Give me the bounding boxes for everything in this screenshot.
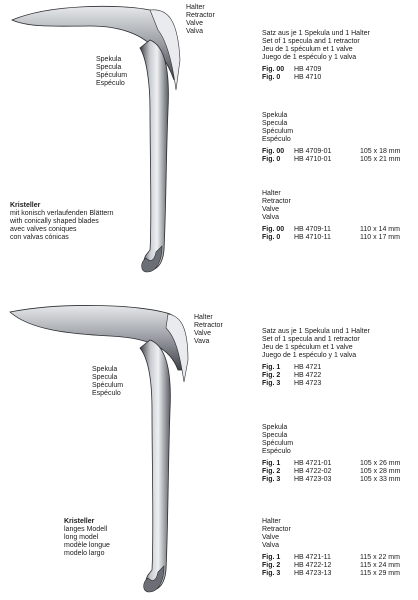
- dimensions: 105 x 28 mm: [360, 468, 401, 475]
- table-row: [262, 380, 370, 388]
- product-desc-line: modèle longue: [64, 542, 110, 549]
- spekula-label: Espéculo: [92, 390, 121, 397]
- catalog-number: HB 4709-01: [294, 148, 332, 155]
- fig-number: Fig. 00: [262, 66, 285, 73]
- specula-heading-line: Espéculo: [262, 136, 291, 143]
- table-row: [262, 372, 370, 380]
- retractor-heading-line: Retractor: [262, 198, 291, 205]
- catalog-number: HB 4710: [294, 74, 322, 81]
- set-heading-line: Set of 1 specula and 1 retractor: [262, 336, 360, 343]
- table-row: [262, 234, 400, 242]
- table-row: [262, 460, 400, 468]
- table-row: [262, 570, 400, 578]
- table-row: [262, 562, 400, 570]
- retractor-heading-line: Valve: [262, 534, 279, 541]
- fig-number: Fig. 2: [262, 562, 281, 569]
- retractor-heading-line: Valve: [262, 206, 279, 213]
- set-heading-line: Satz aus je 1 Spekula und 1 Halter: [262, 30, 370, 37]
- speculum-handle: [140, 340, 170, 590]
- table-row: [262, 554, 400, 562]
- catalog-number: HB 4710-01: [294, 156, 332, 163]
- dimensions: 105 x 18 mm: [360, 148, 401, 155]
- retractor-heading-line: Retractor: [262, 526, 291, 533]
- halter-label: Valva: [186, 28, 203, 35]
- spekula-callout-2: [92, 366, 123, 398]
- fig-number: Fig. 0: [262, 234, 281, 241]
- product-desc-line: long model: [64, 534, 99, 541]
- dimensions: 115 x 29 mm: [360, 570, 400, 577]
- set-block-1: [262, 30, 370, 82]
- fig-number: Fig. 00: [262, 226, 285, 233]
- specula-heading-line: Spéculum: [262, 440, 294, 447]
- dimensions: 105 x 26 mm: [360, 460, 401, 467]
- table-row: [262, 156, 400, 164]
- set-heading-line: Jeu de 1 spéculum et 1 valve: [262, 344, 353, 351]
- catalog-number: HB 4721-01: [294, 460, 332, 467]
- table-row: [262, 468, 400, 476]
- halter-label: Halter: [186, 4, 205, 11]
- catalog-number: HB 4710-11: [294, 234, 331, 241]
- product-desc-line: con valvas cónicas: [10, 234, 69, 241]
- table-row: [262, 364, 370, 372]
- catalog-number: HB 4722-12: [294, 562, 332, 569]
- fig-number: Fig. 1: [262, 364, 281, 371]
- spekula-label: Specula: [96, 64, 122, 71]
- spekula-label: Specula: [92, 374, 118, 381]
- retractor-block-2: [262, 518, 400, 578]
- catalog-number: HB 4721-11: [294, 554, 331, 561]
- spekula-label: Spéculum: [92, 382, 124, 389]
- catalog-number: HB 4721: [294, 364, 322, 371]
- halter-label: Retractor: [186, 12, 215, 19]
- fig-number: Fig. 1: [262, 554, 281, 561]
- specula-heading-line: Spekula: [262, 112, 288, 119]
- set-heading-line: Juego de 1 espéculo y 1 valva: [262, 54, 357, 61]
- catalog-number: HB 4723-13: [294, 570, 332, 577]
- specula-heading-line: Spéculum: [262, 128, 294, 135]
- table-row: [262, 148, 400, 156]
- set-heading-line: Satz aus je 1 Spekula und 1 Halter: [262, 328, 370, 335]
- product-desc-line: avec valves coniques: [10, 226, 77, 233]
- halter-label: Halter: [194, 314, 213, 321]
- dimensions: 115 x 24 mm: [360, 562, 400, 569]
- fig-number: Fig. 3: [262, 476, 281, 483]
- table-row: [262, 476, 400, 484]
- dimensions: 110 x 17 mm: [360, 234, 400, 241]
- specula-heading-line: Specula: [262, 120, 288, 127]
- product-description-1: [10, 202, 114, 242]
- fig-number: Fig. 0: [262, 74, 281, 81]
- catalog-number: HB 4723-03: [294, 476, 332, 483]
- spekula-label: Spekula: [92, 366, 118, 373]
- spekula-callout-1: [96, 56, 127, 88]
- specula-heading-line: Specula: [262, 432, 288, 439]
- dimensions: 110 x 14 mm: [360, 226, 400, 233]
- fig-number: Fig. 3: [262, 380, 281, 387]
- table-row: [262, 74, 370, 82]
- table-row: [262, 66, 370, 74]
- halter-callout-2: [194, 314, 223, 346]
- retractor-heading-line: Valva: [262, 214, 279, 221]
- product-desc-line: with conically shaped blades: [10, 218, 99, 225]
- set-heading-line: Juego de 1 espéculo y 1 valva: [262, 352, 357, 359]
- halter-label: Valve: [186, 20, 203, 27]
- fig-number: Fig. 2: [262, 372, 281, 379]
- specula-block-1: [262, 112, 400, 164]
- set-heading-line: Jeu de 1 spéculum et 1 valve: [262, 46, 353, 53]
- table-row: [262, 226, 400, 234]
- halter-label: Retractor: [194, 322, 223, 329]
- product-name: Kristeller: [10, 202, 41, 209]
- fig-number: Fig. 0: [262, 156, 281, 163]
- catalog-number: HB 4709: [294, 66, 322, 73]
- fig-number: Fig. 2: [262, 468, 281, 475]
- retractor-heading-line: Valva: [262, 542, 279, 549]
- dimensions: 105 x 21 mm: [360, 156, 401, 163]
- product-description-2: [64, 518, 110, 558]
- speculum-handle: [140, 40, 168, 270]
- halter-label: Valve: [194, 330, 211, 337]
- catalog-number: HB 4723: [294, 380, 322, 387]
- spekula-label: Spekula: [96, 56, 122, 63]
- fig-number: Fig. 00: [262, 148, 285, 155]
- halter-callout-1: [186, 4, 215, 36]
- set-heading-line: Set of 1 specula and 1 retractor: [262, 38, 360, 45]
- fig-number: Fig. 3: [262, 570, 281, 577]
- product-name: Kristeller: [64, 518, 95, 525]
- spekula-label: Spéculum: [96, 72, 128, 79]
- dimensions: 105 x 33 mm: [360, 476, 401, 483]
- catalog-number: HB 4722: [294, 372, 322, 379]
- halter-label: Vava: [194, 338, 210, 345]
- product-desc-line: modelo largo: [64, 550, 105, 557]
- retractor-heading-line: Halter: [262, 518, 281, 525]
- product-desc-line: mit konisch verlaufenden Blättern: [10, 210, 114, 217]
- specula-heading-line: Espéculo: [262, 448, 291, 455]
- retractor-block-1: [262, 190, 400, 242]
- catalog-number: HB 4722-02: [294, 468, 332, 475]
- specula-block-2: [262, 424, 400, 484]
- set-block-2: [262, 328, 370, 388]
- catalog-number: HB 4709-11: [294, 226, 331, 233]
- specula-heading-line: Spekula: [262, 424, 288, 431]
- product-desc-line: langes Modell: [64, 526, 108, 533]
- dimensions: 115 x 22 mm: [360, 554, 400, 561]
- retractor-heading-line: Halter: [262, 190, 281, 197]
- spekula-label: Espéculo: [96, 80, 125, 87]
- fig-number: Fig. 1: [262, 460, 281, 467]
